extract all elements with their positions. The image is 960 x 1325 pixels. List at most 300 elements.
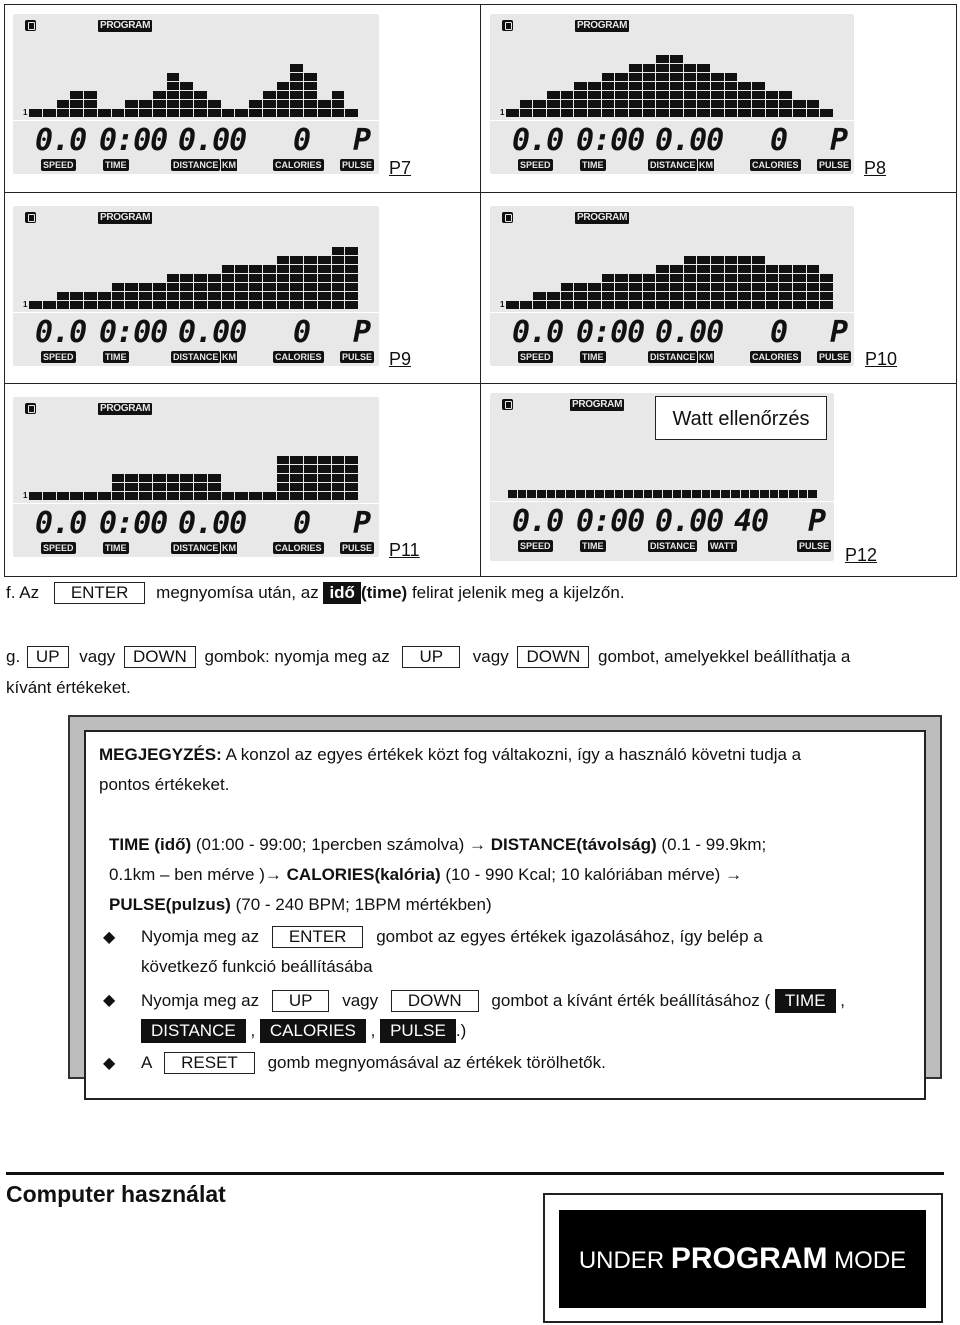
level-one-label: 1 xyxy=(23,300,28,309)
profile-bar-segment xyxy=(318,292,331,300)
profile-bar-segment xyxy=(656,301,669,309)
profile-bar-segment xyxy=(820,274,833,282)
enter-key-label-2: ENTER xyxy=(272,926,364,948)
pulse-badge: PULSE xyxy=(380,1019,456,1043)
diamond-bullet-icon: ◆ xyxy=(103,929,116,946)
profile-bar-segment xyxy=(711,265,724,273)
profile-bar-segment xyxy=(670,301,683,309)
profile-bar-segment xyxy=(721,490,730,498)
arrow-icon: → xyxy=(725,865,743,884)
profile-bar-segment xyxy=(112,283,125,291)
program-tag: PROGRAM xyxy=(577,20,628,31)
profile-bar-segment xyxy=(779,292,792,300)
profile-bar-segment xyxy=(98,109,111,117)
km-unit-label: KM xyxy=(222,352,236,362)
distance-label: DISTANCE xyxy=(173,543,219,553)
arrow-icon: → xyxy=(264,865,282,884)
profile-bar-segment xyxy=(277,109,290,117)
profile-bar-segment xyxy=(656,265,669,273)
bullet1-line2: következő funkció beállításába xyxy=(141,957,373,976)
profile-bar-segment xyxy=(738,301,751,309)
time-value: 0:00 xyxy=(576,315,645,350)
lcd-display-p11 xyxy=(13,397,379,557)
profile-bar-segment xyxy=(684,283,697,291)
profile-icon xyxy=(25,20,36,31)
profile-bar-segment xyxy=(725,301,738,309)
profile-bar-segment xyxy=(588,283,601,291)
lcd-divider xyxy=(490,501,834,502)
profile-bar-segment xyxy=(208,474,221,482)
profile-bar-segment xyxy=(332,256,345,264)
profile-bar-segment xyxy=(670,64,683,72)
pulse-value: P xyxy=(353,315,371,350)
profile-bar-segment xyxy=(615,109,628,117)
profile-bar-segment xyxy=(750,490,759,498)
pulse-label: PULSE xyxy=(799,541,830,551)
bullet1-prefix: Nyomja meg az xyxy=(141,927,260,946)
profile-bar-segment xyxy=(139,292,152,300)
profile-bar-segment xyxy=(738,109,751,117)
profile-bar-segment xyxy=(277,465,290,473)
profile-bar-segment xyxy=(807,109,820,117)
profile-bar-segment xyxy=(820,292,833,300)
profile-bar-segment xyxy=(277,483,290,491)
profile-bar-segment xyxy=(345,301,358,309)
profile-bar-segment xyxy=(595,490,604,498)
settings-line2 xyxy=(109,865,742,885)
time-label: TIME xyxy=(582,160,604,170)
profile-bar-segment xyxy=(290,265,303,273)
profile-bar-segment xyxy=(112,483,125,491)
profile-bar-segment xyxy=(235,109,248,117)
profile-bar-segment xyxy=(656,274,669,282)
comma: , xyxy=(370,1021,376,1040)
profile-bar-segment xyxy=(318,109,331,117)
bullet2-prefix: Nyomja meg az xyxy=(141,991,260,1010)
time-label: TIME xyxy=(105,543,127,553)
profile-bar-segment xyxy=(615,301,628,309)
profile-bar-segment xyxy=(629,73,642,81)
time-badge: TIME xyxy=(775,989,836,1013)
profile-bar-segment xyxy=(711,100,724,108)
profile-bar-segment xyxy=(318,100,331,108)
profile-bar-segment xyxy=(738,91,751,99)
profile-bar-segment xyxy=(208,492,221,500)
profile-bar-segment xyxy=(684,274,697,282)
profile-bar-segment xyxy=(711,82,724,90)
profile-bar-segment xyxy=(98,492,111,500)
profile-bar-segment xyxy=(697,109,710,117)
profile-bar-segment xyxy=(629,100,642,108)
speed-label: SPEED xyxy=(520,352,551,362)
lcd-divider xyxy=(13,312,379,313)
profile-bar-segment xyxy=(290,456,303,464)
profile-bar-segment xyxy=(702,490,711,498)
profile-bar-segment xyxy=(125,109,138,117)
instruction-f xyxy=(6,582,625,604)
panel-label-p12: P12 xyxy=(845,545,878,565)
profile-bar-segment xyxy=(615,73,628,81)
profile-bar-segment xyxy=(249,274,262,282)
profile-bar-segment xyxy=(304,73,317,81)
profile-bar-segment xyxy=(249,265,262,273)
profile-bar-segment xyxy=(520,301,533,309)
profile-bar-segment xyxy=(752,301,765,309)
profile-bar-segment xyxy=(643,91,656,99)
speed-label: SPEED xyxy=(43,160,74,170)
profile-bar-segment xyxy=(29,301,42,309)
distance-setting-range: (0.1 - 99.9km; xyxy=(661,835,767,854)
lcd-divider xyxy=(490,120,854,121)
profile-bar-segment xyxy=(793,265,806,273)
profile-bar-segment xyxy=(304,492,317,500)
profile-bar-segment xyxy=(290,292,303,300)
profile-bar-segment xyxy=(766,274,779,282)
distance-label: DISTANCE xyxy=(650,160,696,170)
profile-bar-segment xyxy=(779,274,792,282)
distance-label: DISTANCE xyxy=(173,352,219,362)
profile-bar-segment xyxy=(249,109,262,117)
time-word: (time) xyxy=(360,583,408,602)
profile-bar-segment xyxy=(70,292,83,300)
profile-bar-segment xyxy=(43,301,56,309)
km-unit-label: KM xyxy=(699,352,713,362)
profile-bar-segment xyxy=(752,292,765,300)
profile-bar-segment xyxy=(180,483,193,491)
panel-label-p8: P8 xyxy=(864,158,887,178)
profile-bar-segment xyxy=(799,490,808,498)
profile-bar-segment xyxy=(684,256,697,264)
note-line1 xyxy=(99,745,801,765)
km-unit-label: KM xyxy=(222,160,236,170)
calories-badge: CALORIES xyxy=(260,1019,366,1043)
profile-bar-segment xyxy=(643,82,656,90)
profile-bar-segment xyxy=(139,474,152,482)
profile-bar-segment xyxy=(345,265,358,273)
profile-bar-segment xyxy=(345,292,358,300)
profile-bar-segment xyxy=(249,492,262,500)
profile-bar-segment xyxy=(167,100,180,108)
profile-bar-segment xyxy=(684,82,697,90)
profile-bar-segment xyxy=(725,256,738,264)
profile-bar-segment xyxy=(670,82,683,90)
profile-icon xyxy=(502,399,513,410)
calories-label: CALORIES xyxy=(275,352,322,362)
profile-bar-segment xyxy=(277,91,290,99)
profile-bar-segment xyxy=(602,274,615,282)
profile-bar-segment xyxy=(634,490,643,498)
profile-bar-segment xyxy=(508,490,517,498)
profile-bar-segment xyxy=(84,292,97,300)
profile-bar-segment xyxy=(629,91,642,99)
distance-value: 0.00 xyxy=(655,315,724,350)
lcd-display-p7 xyxy=(13,14,379,174)
profile-bar-segment xyxy=(112,301,125,309)
profile-bar-segment xyxy=(84,301,97,309)
level-one-label: 1 xyxy=(23,491,28,500)
profile-bar-segment xyxy=(518,490,527,498)
distance-label: DISTANCE xyxy=(650,352,696,362)
profile-bar-segment xyxy=(779,100,792,108)
bullet2-post: gombot a kívánt érték beállításához ( xyxy=(491,991,771,1010)
profile-bar-segment xyxy=(656,100,669,108)
profile-bar-segment xyxy=(304,283,317,291)
distance-value: 0.00 xyxy=(655,504,724,539)
profile-bar-segment xyxy=(670,109,683,117)
profile-bar-segment xyxy=(167,292,180,300)
comma: , xyxy=(840,991,845,1010)
profile-bar-segment xyxy=(624,490,633,498)
pulse-setting-range: (70 - 240 BPM; 1BPM mértékben) xyxy=(235,895,492,914)
profile-bar-segment xyxy=(766,100,779,108)
profile-bar-segment xyxy=(290,492,303,500)
watt-value: 40 xyxy=(734,504,769,539)
mode-mode: MODE xyxy=(834,1247,907,1274)
profile-bar-segment xyxy=(670,73,683,81)
profile-bar-segment xyxy=(290,82,303,90)
profile-bar-segment xyxy=(561,301,574,309)
diamond-bullet-icon: ◆ xyxy=(103,1055,116,1072)
lcd-display-p10 xyxy=(490,206,854,366)
panel-label-p9: P9 xyxy=(389,349,412,369)
pulse-label: PULSE xyxy=(342,160,373,170)
profile-bar-segment xyxy=(43,109,56,117)
profile-bar-segment xyxy=(576,490,585,498)
profile-bar-segment xyxy=(561,100,574,108)
profile-bar-segment xyxy=(304,109,317,117)
speed-value: 0.0 xyxy=(512,504,564,539)
calories-value: 0 xyxy=(293,123,311,158)
settings-line1 xyxy=(109,835,766,855)
profile-bar-segment xyxy=(153,292,166,300)
profile-bar-segment xyxy=(263,274,276,282)
time-value: 0:00 xyxy=(99,123,168,158)
section-divider xyxy=(6,1172,944,1175)
profile-bar-segment xyxy=(70,109,83,117)
distance-setting-label: DISTANCE(távolság) xyxy=(490,835,657,854)
profile-bar-segment xyxy=(290,73,303,81)
profile-bar-segment xyxy=(112,292,125,300)
profile-bar-segment xyxy=(807,100,820,108)
profile-bar-segment xyxy=(139,301,152,309)
profile-bar-segment xyxy=(807,292,820,300)
time-value: 0:00 xyxy=(99,315,168,350)
speed-value: 0.0 xyxy=(35,123,87,158)
profile-bar-segment xyxy=(605,490,614,498)
profile-bar-segment xyxy=(318,265,331,273)
profile-bar-segment xyxy=(547,109,560,117)
profile-bar-segment xyxy=(208,274,221,282)
profile-bar-segment xyxy=(793,100,806,108)
profile-bar-segment xyxy=(263,91,276,99)
profile-bar-segment xyxy=(711,91,724,99)
profile-bar-segment xyxy=(752,82,765,90)
profile-bar-segment xyxy=(725,82,738,90)
profile-bar-segment xyxy=(752,91,765,99)
profile-bar-segment xyxy=(643,73,656,81)
profile-bar-segment xyxy=(738,82,751,90)
pulse-value: P xyxy=(830,315,848,350)
profile-bar-segment xyxy=(290,465,303,473)
profile-bar-segment xyxy=(208,109,221,117)
profile-bar-segment xyxy=(249,100,262,108)
profile-bar-segment xyxy=(697,73,710,81)
time-value: 0:00 xyxy=(576,504,645,539)
profile-bar-segment xyxy=(345,109,358,117)
profile-bar-segment xyxy=(684,292,697,300)
profile-bar-segment xyxy=(277,456,290,464)
profile-bar-segment xyxy=(537,490,546,498)
profile-bar-segment xyxy=(766,109,779,117)
comma: , xyxy=(250,1021,256,1040)
profile-bar-segment xyxy=(29,109,42,117)
profile-bar-segment xyxy=(235,274,248,282)
bullet1-line1 xyxy=(141,926,763,948)
up-key-label-2: UP xyxy=(402,646,460,668)
speed-value: 0.0 xyxy=(35,506,87,541)
profile-bar-segment xyxy=(167,483,180,491)
profile-bar-segment xyxy=(793,283,806,291)
profile-bar-segment xyxy=(684,265,697,273)
ido-label: idő xyxy=(323,582,361,604)
profile-bar-segment xyxy=(290,274,303,282)
profile-bar-segment xyxy=(684,109,697,117)
profile-bar-segment xyxy=(332,247,345,255)
program-tag: PROGRAM xyxy=(100,212,151,223)
profile-bar-segment xyxy=(533,100,546,108)
profile-bar-segment xyxy=(738,274,751,282)
profile-bar-segment xyxy=(752,256,765,264)
calories-label: CALORIES xyxy=(752,160,799,170)
profile-bar-segment xyxy=(153,474,166,482)
profile-bar-segment xyxy=(167,91,180,99)
profile-bar-segment xyxy=(84,492,97,500)
profile-bar-segment xyxy=(656,109,669,117)
profile-bar-segment xyxy=(194,109,207,117)
profile-bar-segment xyxy=(820,283,833,291)
profile-bar-segment xyxy=(345,274,358,282)
profile-bar-segment xyxy=(222,283,235,291)
profile-bar-segment xyxy=(643,301,656,309)
profile-bar-segment xyxy=(304,474,317,482)
bullet3-prefix: A xyxy=(141,1053,152,1072)
instruction-g-or1: vagy xyxy=(79,647,116,666)
panel-label-p7: P7 xyxy=(389,158,412,178)
profile-bar-segment xyxy=(263,292,276,300)
profile-bar-segment xyxy=(711,292,724,300)
profile-bar-segment xyxy=(670,55,683,63)
down-key-label: DOWN xyxy=(124,646,196,668)
profile-bar-segment xyxy=(304,483,317,491)
profile-bar-segment xyxy=(345,256,358,264)
time-setting-label: TIME (idő) xyxy=(109,835,192,854)
profile-bar-segment xyxy=(139,283,152,291)
profile-bar-segment xyxy=(574,100,587,108)
profile-bar-segment xyxy=(684,64,697,72)
section-title: Computer használat xyxy=(6,1181,226,1207)
profile-bar-segment xyxy=(125,100,138,108)
profile-bar-segment xyxy=(602,100,615,108)
profile-bar-segment xyxy=(793,274,806,282)
profile-bar-segment xyxy=(167,274,180,282)
profile-bar-segment xyxy=(752,274,765,282)
program-tag: PROGRAM xyxy=(100,20,151,31)
profile-bar-segment xyxy=(615,91,628,99)
profile-bar-segment xyxy=(766,301,779,309)
profile-bar-segment xyxy=(770,490,779,498)
profile-bar-segment xyxy=(574,91,587,99)
speed-label: SPEED xyxy=(43,543,74,553)
profile-bar-segment xyxy=(277,283,290,291)
profile-icon xyxy=(502,212,513,223)
profile-bar-segment xyxy=(318,474,331,482)
profile-bar-segment xyxy=(167,73,180,81)
profile-bar-segment xyxy=(643,283,656,291)
distance-badge: DISTANCE xyxy=(141,1019,246,1043)
profile-bar-segment xyxy=(318,274,331,282)
profile-bar-segment xyxy=(180,109,193,117)
profile-bar-segment xyxy=(615,82,628,90)
profile-bar-segment xyxy=(332,483,345,491)
profile-bar-segment xyxy=(766,265,779,273)
profile-bar-segment xyxy=(820,301,833,309)
bullet2-line1 xyxy=(141,989,845,1013)
profile-bar-segment xyxy=(139,100,152,108)
profile-bar-segment xyxy=(561,109,574,117)
pulse-value: P xyxy=(830,123,848,158)
profile-bar-segment xyxy=(588,301,601,309)
profile-bar-segment xyxy=(697,64,710,72)
profile-bar-segment xyxy=(180,301,193,309)
watt-label: WATT xyxy=(710,541,735,551)
profile-bar-segment xyxy=(561,91,574,99)
time-label: TIME xyxy=(105,160,127,170)
profile-bar-segment xyxy=(602,109,615,117)
profile-bar-segment xyxy=(574,301,587,309)
watt-check-label: Watt ellenőrzés xyxy=(655,396,827,440)
speed-label: SPEED xyxy=(43,352,74,362)
profile-bar-segment xyxy=(602,283,615,291)
profile-bar-segment xyxy=(194,274,207,282)
lcd-divider xyxy=(13,120,379,121)
time-value: 0:00 xyxy=(99,506,168,541)
profile-bar-segment xyxy=(766,283,779,291)
profile-bar-segment xyxy=(235,492,248,500)
pulse-value: P xyxy=(353,506,371,541)
profile-bar-segment xyxy=(738,100,751,108)
profile-bar-segment xyxy=(766,91,779,99)
profile-bar-segment xyxy=(766,292,779,300)
distance-label: DISTANCE xyxy=(173,160,219,170)
instruction-g-mid: gombok: nyomja meg az xyxy=(204,647,390,666)
profile-bar-segment xyxy=(194,100,207,108)
profile-bar-segment xyxy=(153,91,166,99)
diamond-bullet-icon: ◆ xyxy=(103,992,116,1009)
profile-bar-segment xyxy=(738,265,751,273)
profile-bar-segment xyxy=(566,490,575,498)
profile-bar-segment xyxy=(574,109,587,117)
profile-bar-segment xyxy=(57,109,70,117)
profile-bar-segment xyxy=(208,100,221,108)
profile-bar-segment xyxy=(684,100,697,108)
program-tag: PROGRAM xyxy=(577,212,628,223)
note-text-1: A konzol az egyes értékek közt fog váltakozni, így a használó követni tudja a xyxy=(225,745,802,764)
profile-bar-segment xyxy=(304,456,317,464)
profile-bar-segment xyxy=(98,292,111,300)
panel-label-p11: P11 xyxy=(389,540,420,560)
profile-bar-segment xyxy=(779,283,792,291)
time-label: TIME xyxy=(105,352,127,362)
